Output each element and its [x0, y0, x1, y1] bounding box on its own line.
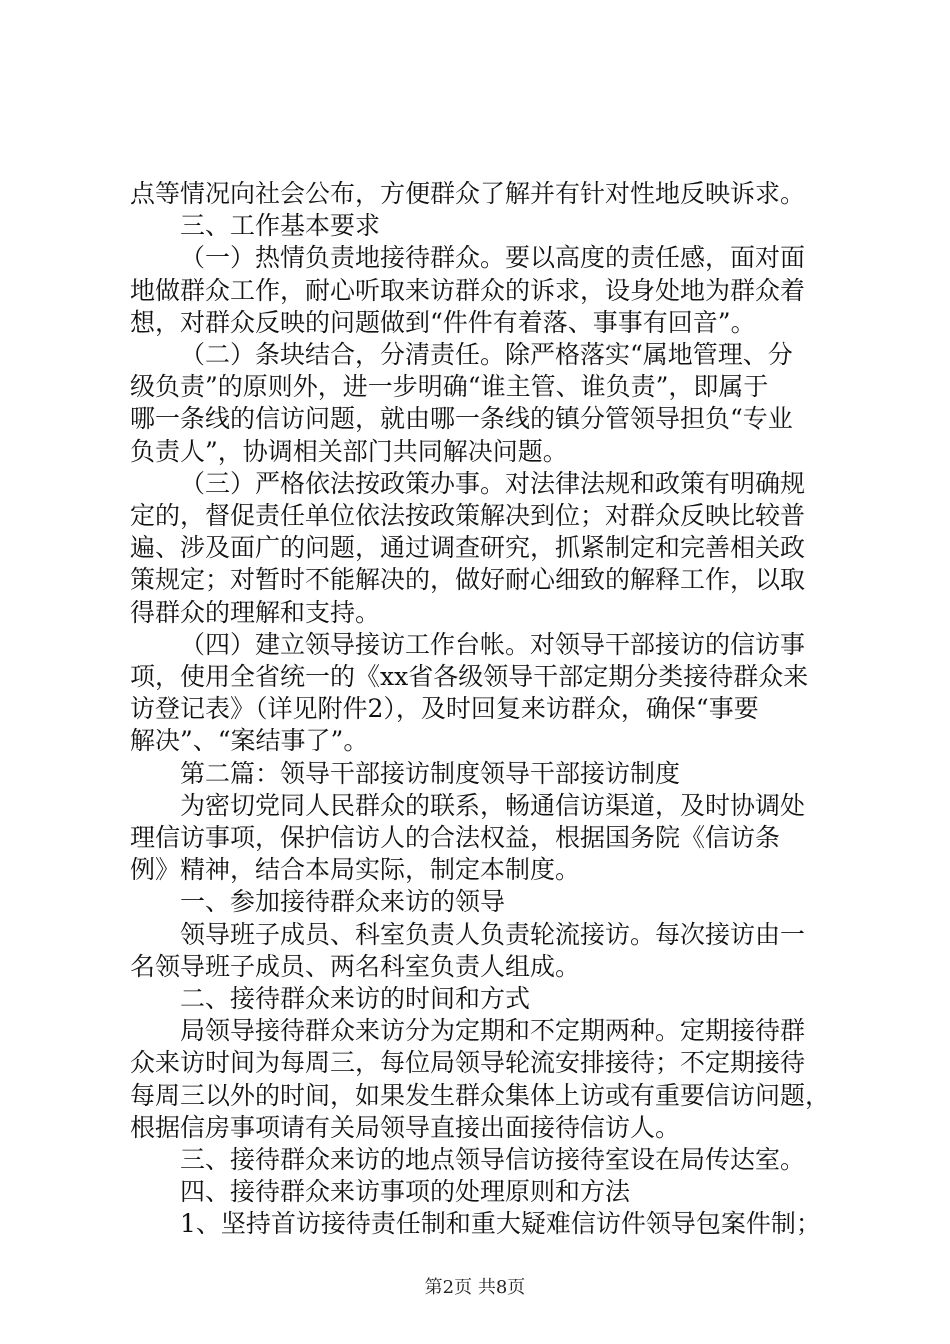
text-line: 三、接待群众来访的地点领导信访接待室设在局传达室。 — [180, 1145, 806, 1174]
text-line: 四、接待群众来访事项的处理原则和方法 — [180, 1177, 631, 1206]
text-line: 1、坚持首访接待责任制和重大疑难信访件领导包案件制； — [180, 1209, 821, 1238]
text-line: 例》精神，结合本局实际，制定本制度。 — [130, 855, 581, 884]
text-line: （二）条块结合，分清责任。除严格落实“属地管理、分 — [180, 340, 793, 369]
text-line: 负责人”，协调相关部门共同解决问题。 — [130, 437, 568, 466]
text-line: 二、接待群众来访的时间和方式 — [180, 984, 531, 1013]
text-line: （一）热情负责地接待群众。要以高度的责任感，面对面 — [180, 243, 806, 272]
text-line: 得群众的理解和支持。 — [130, 598, 381, 627]
text-line: 哪一条线的信访问题，就由哪一条线的镇分管领导担负“专业 — [130, 404, 793, 433]
text-line: 访登记表》（详见附件2），及时回复来访群众，确保“事要 — [130, 694, 759, 723]
text-line: 根据信房事项请有关局领导直接出面接待信访人。 — [130, 1113, 681, 1142]
text-line: 项，使用全省统一的《xx省各级领导干部定期分类接待群众来 — [130, 662, 809, 691]
text-line: 想，对群众反映的问题做到“件件有着落、事事有回音”。 — [130, 308, 756, 337]
text-line: 三、工作基本要求 — [180, 211, 381, 240]
text-line: 遍、涉及面广的问题，通过调查研究，抓紧制定和完善相关政 — [130, 533, 806, 562]
text-line: 名领导班子成员、两名科室负责人组成。 — [130, 952, 581, 981]
text-line: 点等情况向社会公布，方便群众了解并有针对性地反映诉求。 — [130, 179, 806, 208]
text-line: 领导班子成员、科室负责人负责轮流接访。每次接访由一 — [180, 920, 806, 949]
text-line: 理信访事项，保护信访人的合法权益，根据国务院《信访条 — [130, 823, 781, 852]
text-line: 解决”、“案结事了”。 — [130, 726, 369, 755]
text-line: 策规定；对暂时不能解决的，做好耐心细致的解释工作，以取 — [130, 565, 806, 594]
text-line: 地做群众工作，耐心听取来访群众的诉求，设身处地为群众着 — [130, 276, 806, 305]
page-footer: 第2页 共8页 — [424, 1277, 526, 1298]
text-line: 为密切党同人民群众的联系，畅通信访渠道，及时协调处 — [180, 791, 806, 820]
text-line: 定的，督促责任单位依法按政策解决到位；对群众反映比较普 — [130, 501, 806, 530]
text-line: （四）建立领导接访工作台帐。对领导干部接访的信访事 — [180, 630, 806, 659]
text-line: 级负责”的原则外，进一步明确“谁主管、谁负责”，即属于 — [130, 372, 769, 401]
text-line: 一、参加接待群众来访的领导 — [180, 887, 506, 916]
text-line: 第二篇：领导干部接访制度领导干部接访制度 — [180, 759, 681, 788]
text-line: （三）严格依法按政策办事。对法律法规和政策有明确规 — [180, 469, 806, 498]
text-line: 局领导接待群众来访分为定期和不定期两种。定期接待群 — [180, 1016, 806, 1045]
text-line: 众来访时间为每周三，每位局领导轮流安排接待；不定期接待 — [130, 1048, 806, 1077]
text-line: 每周三以外的时间，如果发生群众集体上访或有重要信访问题， — [130, 1081, 831, 1110]
